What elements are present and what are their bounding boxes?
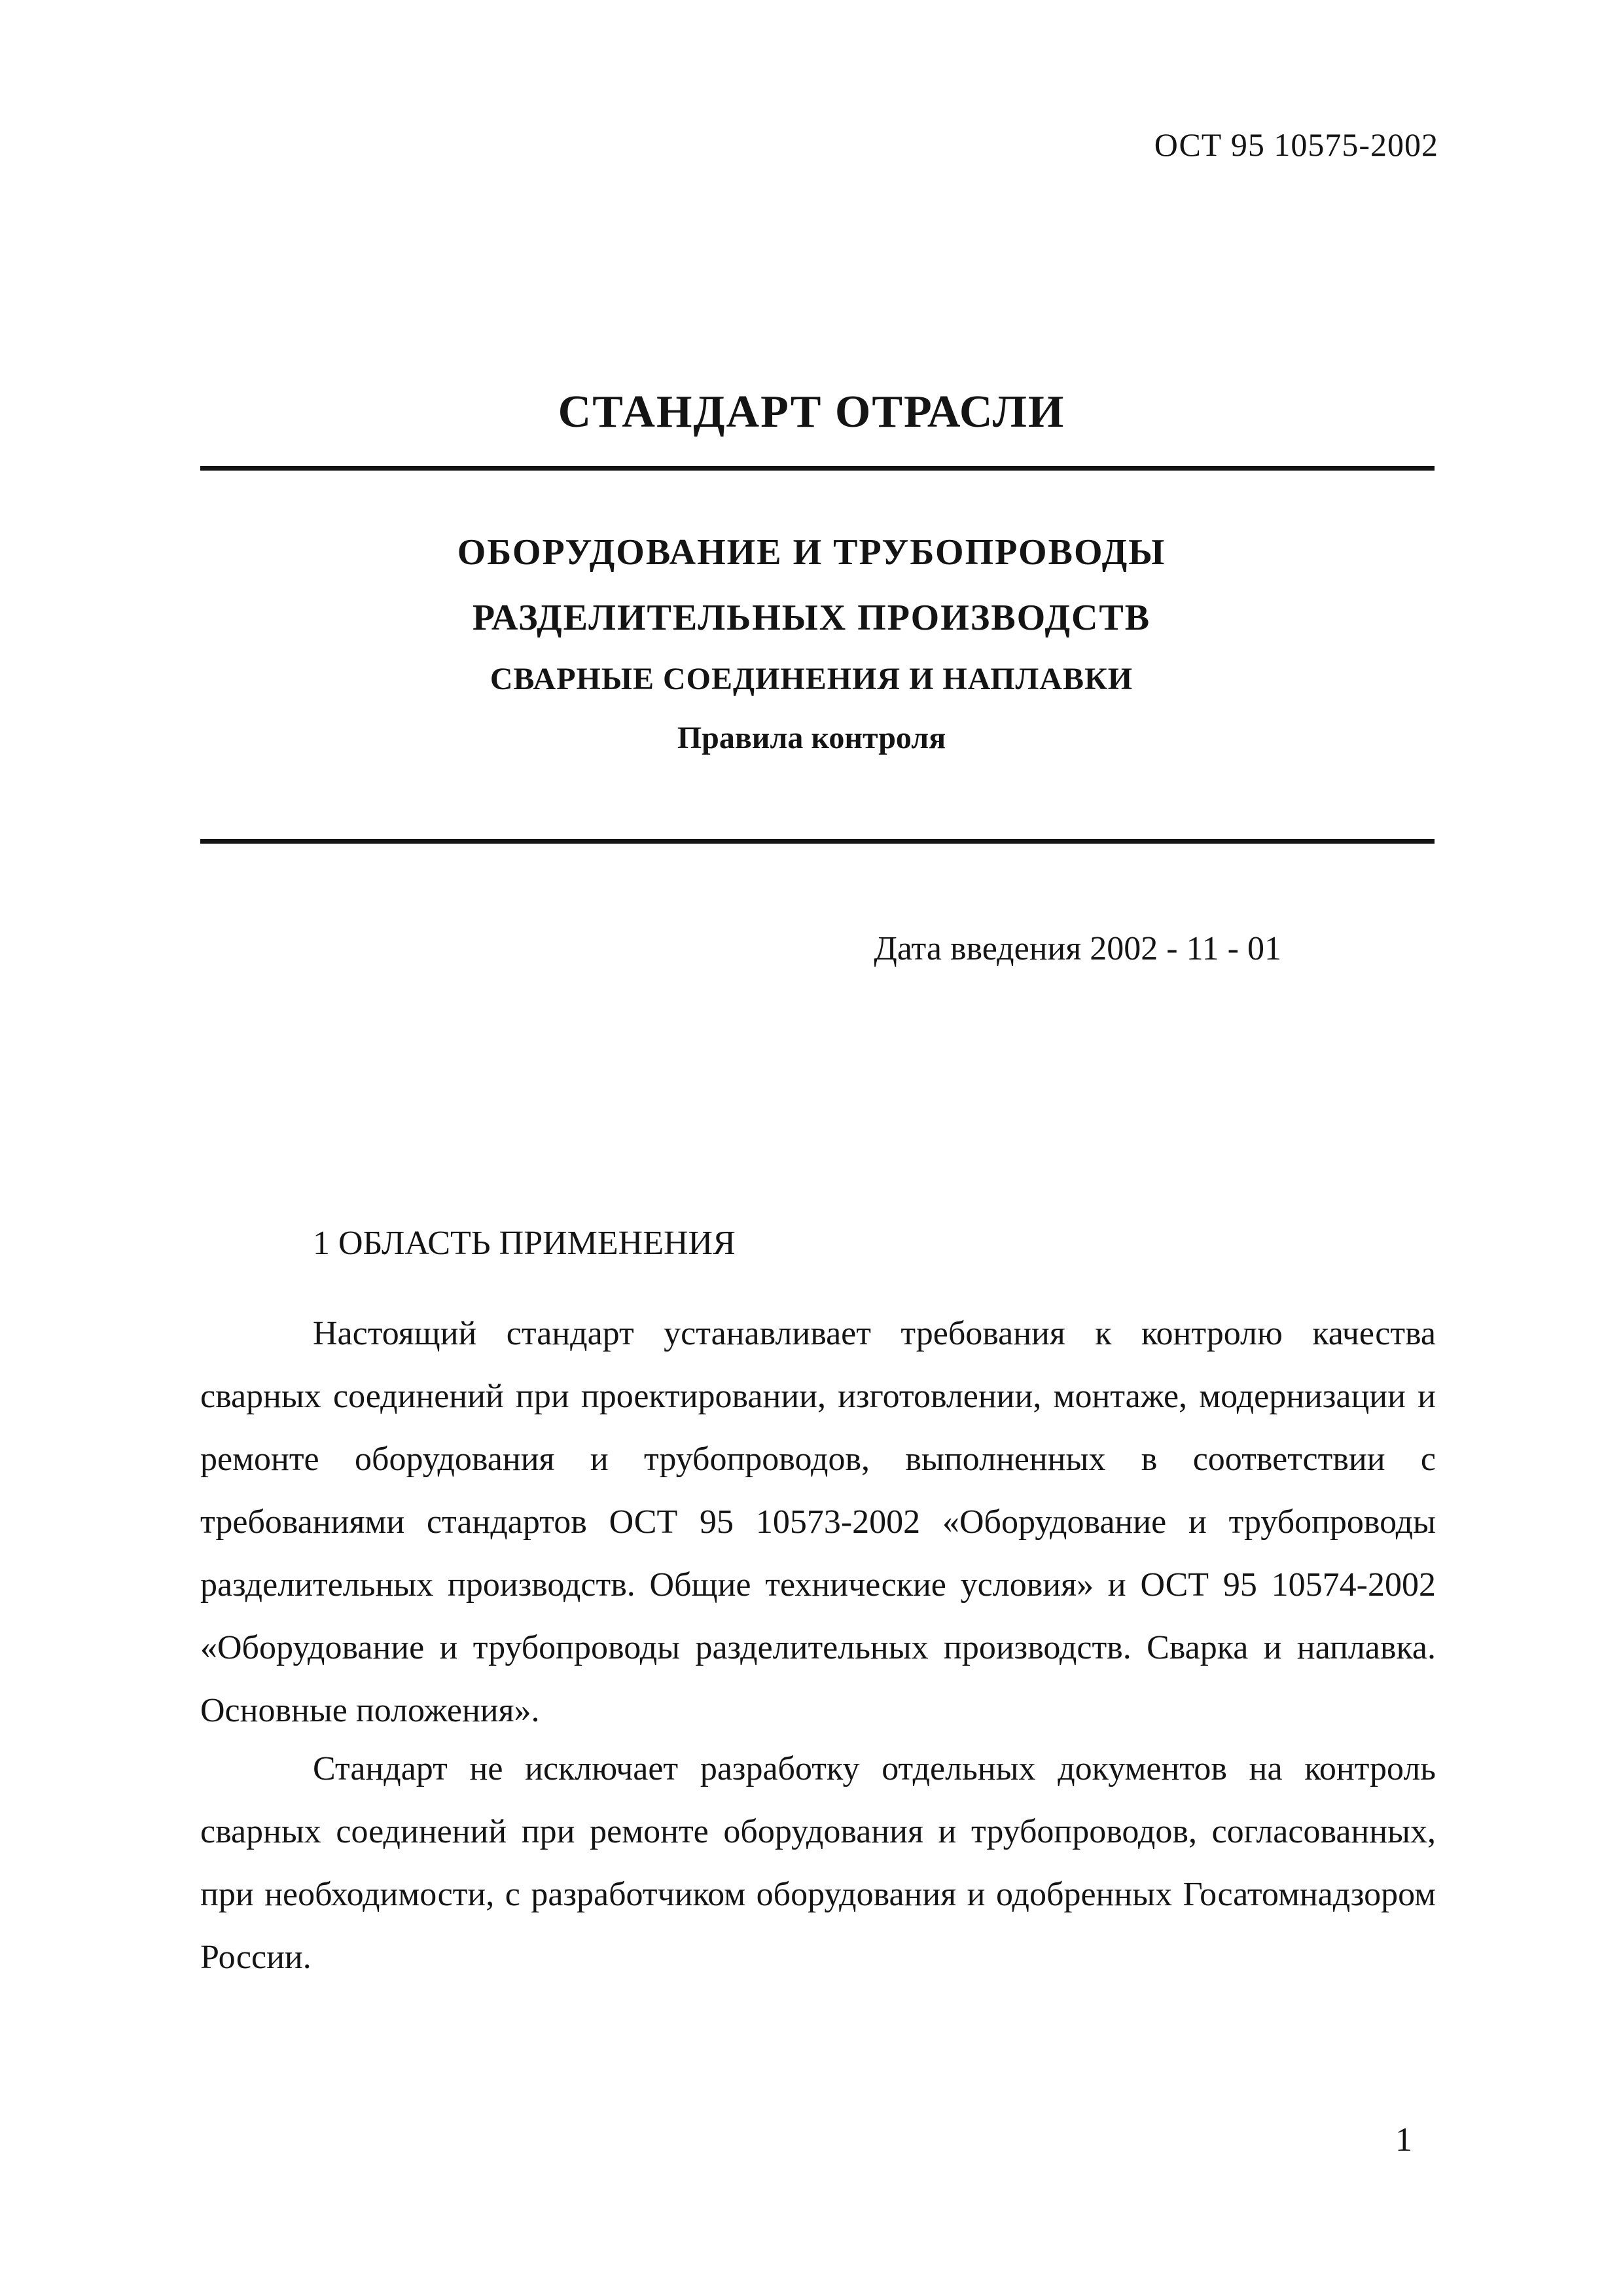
title-divider [200, 466, 1435, 471]
subject-line-3: СВАРНЫЕ СОЕДИНЕНИЯ И НАПЛАВКИ [490, 662, 1133, 696]
subject-divider [200, 839, 1435, 844]
section-heading: 1 ОБЛАСТЬ ПРИМЕНЕНИЯ [313, 1225, 736, 1262]
subject-subtitle: Правила контроля [677, 721, 946, 755]
standard-title: СТАНДАРТ ОТРАСЛИ [558, 387, 1065, 437]
introduction-date: Дата введения 2002 - 11 - 01 [874, 930, 1281, 967]
page-number: 1 [1395, 2121, 1412, 2159]
body-paragraph: Настоящий стандарт устанавливает требования к контролю качества сварных соединений при проектировании, изготовлении, монтаже, модернизации и ремонте оборудования и трубопроводов, выполненных в соответствии с требованиями стандартов ОСТ 95 10573-2002 «Оборудование и трубопроводы разделительных производств. Общие технические условия» и ОСТ 95 10574-2002 «Оборудование и трубопроводы разделительных производств. Сварка и наплавка. Основные положения». [200, 1315, 1436, 1729]
document-code: ОСТ 95 10575-2002 [1154, 126, 1438, 163]
subject-line-2: РАЗДЕЛИТЕЛЬНЫХ ПРОИЗВОДСТВ [472, 598, 1151, 638]
subject-line-1: ОБОРУДОВАНИЕ И ТРУБОПРОВОДЫ [457, 532, 1166, 573]
body-paragraph: Стандарт не исключает разработку отдельных документов на контроль сварных соединений при ремонте оборудования и трубопроводов, согласованных, при необходимости, с разработчиком оборудования и одобренных Госатомнадзором России. [200, 1750, 1436, 1976]
